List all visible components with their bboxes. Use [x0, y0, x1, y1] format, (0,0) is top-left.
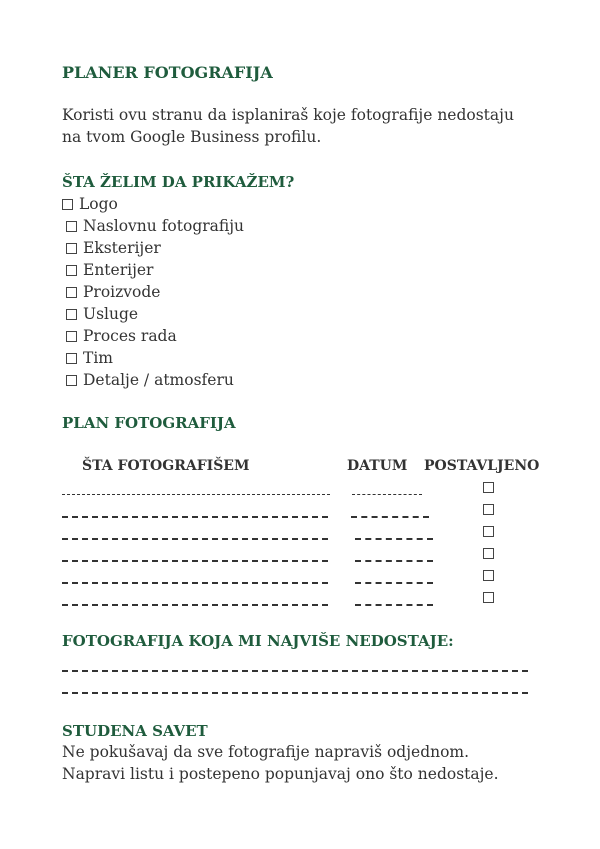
checkbox[interactable]: [66, 375, 77, 386]
checklist-item[interactable]: [62, 259, 244, 281]
checklist-label: Tim: [83, 349, 113, 367]
checkbox[interactable]: [66, 353, 77, 364]
plan-what-line[interactable]: [62, 604, 328, 606]
plan-date-line[interactable]: [355, 582, 433, 584]
page-title: PLANER FOTOGRAFIJA: [62, 63, 273, 82]
plan-date-line[interactable]: [355, 604, 433, 606]
checklist-item[interactable]: [62, 215, 244, 237]
checkbox[interactable]: [66, 243, 77, 254]
checklist-label: Proizvode: [83, 283, 161, 301]
plan-date-line[interactable]: [352, 494, 422, 495]
plan-posted-checkbox[interactable]: [483, 548, 494, 559]
checklist-item[interactable]: [62, 303, 244, 325]
checkbox[interactable]: [66, 309, 77, 320]
plan-what-line[interactable]: [62, 538, 328, 540]
tip-text: Ne pokušavaj da sve fotografije napraviš odjednom. Napravi listu i postepeno popunjavaj ono što nedostaje.: [62, 743, 499, 783]
plan-posted-checkbox[interactable]: [483, 504, 494, 515]
plan-posted-checkbox[interactable]: [483, 592, 494, 603]
checklist-label: Naslovnu fotografiju: [83, 217, 245, 235]
column-header-posted: POSTAVLJENO: [424, 458, 540, 474]
section-tip-heading: STUDENA SAVET: [62, 722, 208, 740]
plan-what-line[interactable]: [62, 516, 328, 518]
checkbox[interactable]: [66, 287, 77, 298]
checklist-item[interactable]: [62, 369, 244, 391]
show-checklist: [62, 193, 244, 391]
checklist-item[interactable]: [62, 347, 244, 369]
checklist-item[interactable]: [62, 281, 244, 303]
checkbox[interactable]: [66, 221, 77, 232]
checklist-item[interactable]: [62, 193, 244, 215]
checklist-label: Enterijer: [83, 261, 154, 279]
plan-posted-checkbox[interactable]: [483, 482, 494, 493]
checkbox[interactable]: [66, 331, 77, 342]
checkbox[interactable]: [62, 199, 73, 210]
missing-answer-line[interactable]: [62, 670, 528, 672]
intro-text: Koristi ovu stranu da isplaniraš koje fotografije nedostaju na tvom Google Business profilu.: [62, 106, 514, 146]
plan-date-line[interactable]: [355, 538, 433, 540]
section-missing-heading: FOTOGRAFIJA KOJA MI NAJVIŠE NEDOSTAJE:: [62, 632, 454, 650]
checkbox[interactable]: [66, 265, 77, 276]
plan-what-line[interactable]: [62, 494, 330, 495]
missing-answer-line[interactable]: [62, 692, 528, 694]
section-show-heading: ŠTA ŽELIM DA PRIKAŽEM?: [62, 173, 295, 191]
column-header-what: ŠTA FOTOGRAFIŠEM: [82, 458, 250, 474]
checklist-label: Eksterijer: [83, 239, 161, 257]
plan-posted-checkbox[interactable]: [483, 570, 494, 581]
checklist-item[interactable]: [62, 237, 244, 259]
checklist-label: Detalje / atmosferu: [83, 371, 234, 389]
column-header-date: DATUM: [347, 458, 408, 474]
plan-date-line[interactable]: [351, 516, 429, 518]
plan-what-line[interactable]: [62, 560, 328, 562]
checklist-label: Usluge: [83, 305, 139, 323]
checklist-label: Proces rada: [83, 327, 177, 345]
plan-what-line[interactable]: [62, 582, 328, 584]
checklist-item[interactable]: [62, 325, 244, 347]
section-plan-heading: PLAN FOTOGRAFIJA: [62, 414, 236, 432]
checklist-label: Logo: [79, 195, 118, 213]
plan-posted-checkbox[interactable]: [483, 526, 494, 537]
plan-date-line[interactable]: [355, 560, 433, 562]
